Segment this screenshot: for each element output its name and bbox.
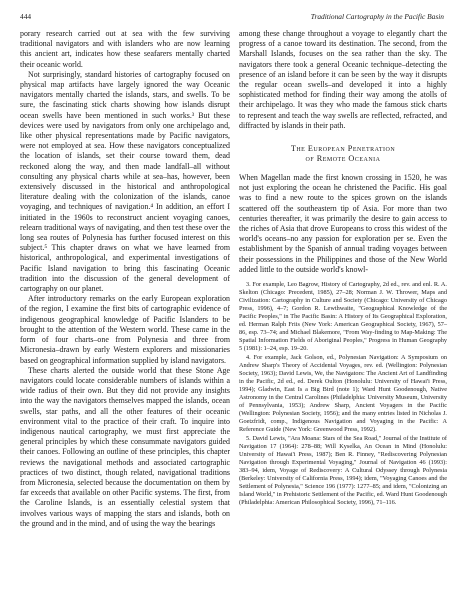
page-header xyxy=(20,12,444,24)
footnotes xyxy=(239,281,447,507)
body-paragraph: Not surprisingly, standard histories of cartography focused on physical map artifacts have largely ignored the way Oceanic navigators mentally charted the islands, stars, and swells. To be sure, the fascinating stick charts showing how islands disrupt ocean swells have been mentioned in such works.³ But these devices were used by navigators from only one archipelago and, like other physical representations made by Pacific navigators, were not employed at sea. How these navigators conceptualized the location of islands, set their course toward them, dead reckoned along the way, and then made landfall–all without consulting any physical charts while at sea–has, however, been extensively discussed in the historical and anthropological literature dealing with the colonization of the islands, canoe voyaging, and techniques of navigation.⁴ In addition, an effort I initiated in the 1960s to reconstruct ancient voyaging canoes, relearn traditional ways of navigating, and then test these over the long sea routes of Polynesia has further focused interest on this subject.⁵ This chapter draws on what we have learned from historical, anthropological, and experimental investigations of Pacific Island navigation to bring this fascinating Oceanic tradition into the discussion of the general development of cartography on our planet. xyxy=(20,69,230,294)
body-paragraph: These charts alerted the outside world that these Stone Age navigators could locate considerable numbers of islands within a wide radius of their own. But they did not provide any insights into the way the navigators themselves mapped the islands, ocean swells, star paths, and all the other features of their oceanic environment vital to the practice of their craft. To inquire into indigenous nautical cartography, we must first appreciate the general principles by which these consummate navigators guided their canoes. Following an outline of these principles, this chapter reviews the navigational methods and associated cartographic practices of two distinct, though related, navigational traditions from Micronesia, selected because the documentation on them by far exceeds that available on other Pacific systems. The first, from the Caroline Islands, is an essentially celestial system that involves various ways of mapping the stars and islands, both on the ground and in the mind, and of using the way the bearings xyxy=(20,365,230,528)
section-heading-line: of Remote Oceania xyxy=(305,154,381,164)
footnote: 3. For example, Leo Bagrow, History of Cartography, 2d ed., rev. and enl. R. A. Skelton (Chicago: Precedent, 1985), 27–28; Norman J. W. Thrower, Maps and Civilization: Cartography in Culture and Society (Chicago: University of Chicago Press, 1996), 4–7; Gordon R. Lewthwaite, "Geographical Knowledge of the Pacific Peoples," in The Pacific Basin: A History of Its Geographical Exploration, ed. Herman Ralph Friis (New York: American Geographical Society, 1967), 57–86, esp. 73–74; and Michael Blakemore, "From Way-finding to Map-Making: The Spatial Information Fields of Aboriginal Peoples," Progress in Human Geography 5 (1981): 1–24, esp. 19–20. xyxy=(239,281,447,352)
running-head: Traditional Cartography in the Pacific Basin xyxy=(310,12,444,21)
page-number: 444 xyxy=(20,12,32,21)
body-paragraph: among these change throughout a voyage to elegantly chart the progress of a canoe toward its destination. The second, from the Marshall Islands, focuses on the sea rather than the sky. The navigators there took a general Oceanic technique–detecting the presence of an island before it can be seen by the way it disrupts the regular ocean swells–and developed it into a highly sophisticated method for finding their way among the atolls of their archipelago. It was they who made the famous stick charts to represent and teach the way swells are reflected, refracted, and diffracted by islands in their path. xyxy=(239,29,447,130)
right-column xyxy=(239,29,447,507)
footnote: 5. David Lewis, "Ara Moana: Stars of the Sea Road," Journal of the Institute of Navigation 17 (1964): 278–88; Will Kyselka, An Ocean in Mind (Honolulu: University of Hawai'i Press, 1987); Ben R. Finney, "Rediscovering Polynesian Navigation through Experimental Voyaging," Journal of Navigation 46 (1993): 383–94, idem, Voyage of Rediscovery: A Cultural Odyssey through Polynesia (Berkeley: University of California Press, 1994); idem, "Voyaging Canoes and the Settlement of Polynesia," Science 196 (1977): 1277–85; and idem, "Colonizing an Island World," in Prehistoric Settlement of the Pacific, ed. Ward Hunt Goodenough (Philadelphia: American Philosophical Society, 1996), 71–116. xyxy=(239,435,447,506)
body-paragraph: After introductory remarks on the early European exploration of the region, I examine the first bits of cartographic evidence of indigenous geographical knowledge of Pacific Islanders to be brought to the attention of the Western world. These came in the form of four charts–one from Polynesia and three from Micronesia–drawn by early Western explorers and missionaries based on geographical information supplied by island navigators. xyxy=(20,294,230,365)
left-column xyxy=(20,29,230,529)
body-paragraph: When Magellan made the first known crossing in 1520, he was not just exploring the ocean he christened the Pacific. His goal was to find a new route to the spices grown on the islands scattered off the southeastern tip of Asia. For more than two centuries thereafter, it was primarily the desire to gain access to the riches of Asia that drove Europeans to cross this widest of the world's oceans–no any passion for exploration per se. Even the establishment by the Spanish of annual trading voyages between their possessions in the Philippines and those of the New World added little to the outside world's knowl- xyxy=(239,173,447,274)
body-paragraph: porary research carried out at sea with the few surviving traditional navigators and with islanders who are now learning this ancient art, indicates how these seafarers mentally charted their oceanic world. xyxy=(20,29,230,69)
section-heading xyxy=(239,144,447,164)
section-heading-line: The European Penetration xyxy=(290,144,396,154)
footnote: 4. For example, Jack Golson, ed., Polynesian Navigation: A Symposium on Andrew Sharp's Theory of Accidental Voyages, rev. ed. (Wellington: Polynesian Society, 1963); David Lewis, We, the Navigators: The Ancient Art of Landfinding in the Pacific, 2d ed., ed. Derek Oulton (Honolulu: University of Hawai'i Press, 1994); Gladwin, East Is a Big Bird (note 1); Ward Hunt Goodenough, Native Astronomy in the Central Carolines (Philadelphia: University Museum, University of Pennsylvania, 1953); Andrew Sharp, Ancient Voyagers in the Pacific (Wellington: Polynesian Society, 1956); and the many entries listed in Nicholas J. Goetzfridt, comp., Indigenous Navigation and Voyaging in the Pacific: A Reference Guide (New York: Greenwood Press, 1992). xyxy=(239,354,447,433)
